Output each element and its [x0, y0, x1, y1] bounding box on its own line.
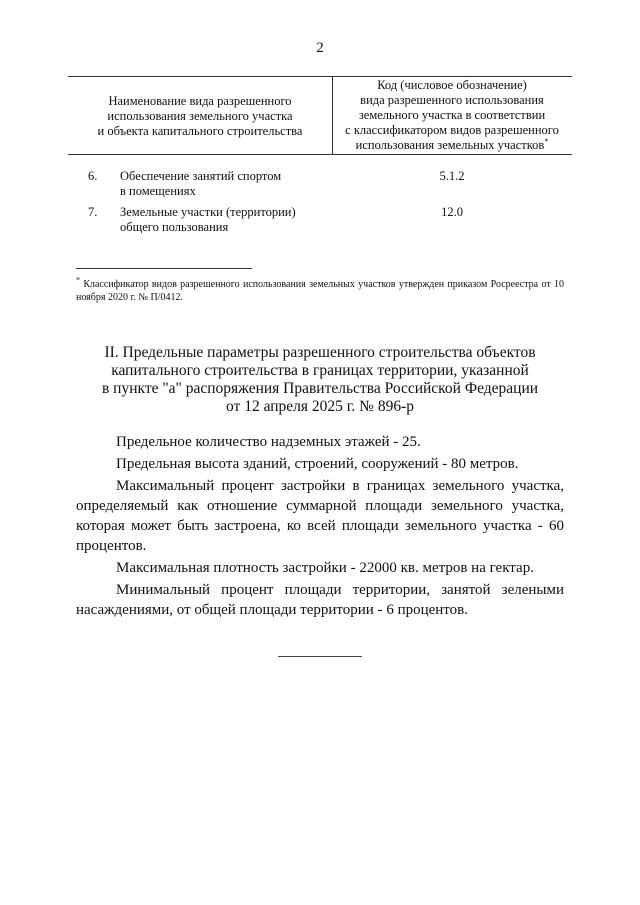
- paragraph: Минимальный процент площади территории, занятой зелеными насаждениями, от общей площади территории - 6 процентов.: [76, 582, 564, 618]
- footnote-reference-mark: *: [544, 136, 549, 146]
- paragraph: Предельная высота зданий, строений, сооружений - 80 метров.: [116, 456, 519, 472]
- table-header-name: [68, 94, 332, 139]
- row-number: 7.: [88, 205, 98, 219]
- footnote-mark: *: [76, 275, 80, 285]
- header-code-line: вида разрешенного использования: [360, 93, 544, 107]
- row-code: 5.1.2: [439, 169, 465, 183]
- table-header-rule: [68, 154, 572, 155]
- paragraph: Предельное количество надземных этажей - 25.: [116, 434, 421, 450]
- header-name-line: и объекта капитального строительства: [97, 124, 303, 138]
- row-name-line: Земельные участки (территории): [120, 205, 296, 219]
- paragraph: Максимальная плотность застройки - 22000 кв. метров на гектар.: [116, 560, 534, 576]
- table-header-code: [332, 78, 572, 153]
- header-code-line-text: использования земельных участков: [355, 138, 545, 152]
- footnote: [76, 275, 565, 304]
- table-top-rule: [68, 76, 572, 77]
- row-name: [120, 205, 320, 235]
- row-name: [120, 169, 320, 199]
- end-of-document-rule: [278, 656, 362, 657]
- row-code: 12.0: [441, 205, 463, 219]
- header-code-line: с классификатором видов разрешенного: [345, 123, 559, 137]
- footnote-separator: [76, 268, 252, 269]
- section-title-line: II. Предельные параметры разрешенного строительства объектов: [104, 344, 536, 361]
- section-body: [76, 432, 564, 622]
- section-title: [68, 344, 572, 416]
- header-name-line: использования земельного участка: [107, 109, 293, 123]
- page-number: 2: [316, 40, 324, 56]
- row-number: 6.: [88, 169, 98, 183]
- header-code-line: земельного участка в соответствии: [358, 108, 546, 122]
- paragraph: Максимальный процент застройки в границах земельного участка, определяемый как отношение суммарной площади земельного участка, которая может быть застроена, ко всей площади земельного участка - 60 процентов.: [76, 478, 564, 554]
- footnote-text: Классификатор видов разрешенного использования земельных участков утвержден приказом Росреестра от 10 ноября 2020 г. № П/0412.: [76, 279, 565, 303]
- section-title-line: капитального строительства в границах территории, указанной: [111, 362, 529, 379]
- row-name-line: общего пользования: [120, 220, 229, 234]
- header-name-line: Наименование вида разрешенного: [108, 94, 292, 108]
- row-name-line: Обеспечение занятий спортом: [120, 169, 282, 183]
- header-code-line: [332, 138, 572, 153]
- section-title-line: в пункте "а" распоряжения Правительства Российской Федерации: [101, 380, 539, 397]
- section-title-line: от 12 апреля 2025 г. № 896-р: [226, 398, 414, 415]
- row-name-line: в помещениях: [120, 184, 196, 198]
- header-code-line: Код (числовое обозначение): [377, 78, 527, 92]
